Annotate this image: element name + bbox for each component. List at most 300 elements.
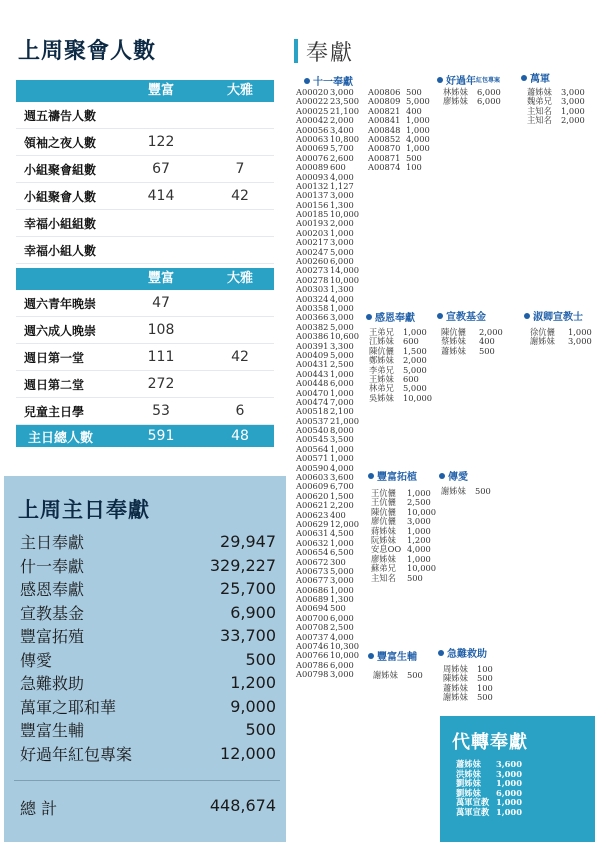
donor-name: A00382 xyxy=(296,321,329,332)
donor-name: A00366 xyxy=(296,312,329,323)
donor-name: A00870 xyxy=(368,143,401,154)
donor-name: A00564 xyxy=(296,443,329,454)
tithe-entry xyxy=(296,670,359,679)
donation-amount: 500 xyxy=(477,692,493,703)
donor-name: 主知名 xyxy=(527,105,552,116)
table-row xyxy=(16,183,274,210)
donation-amount: 6,000 xyxy=(330,659,354,670)
donor-name: A00874 xyxy=(368,162,401,173)
donor-name: 蕭姊妹 xyxy=(527,87,552,97)
donor-name: 謝姊妹 xyxy=(373,670,398,680)
donation-amount: 600 xyxy=(403,373,419,384)
donation-amount: 2,000 xyxy=(561,115,585,126)
col-header-daya: 大雅 xyxy=(226,83,253,98)
section-heading-missionary: 淑卿宣教士 xyxy=(524,308,583,323)
donor-name: A00386 xyxy=(296,331,329,342)
donor-name: 阮姊妹 xyxy=(371,534,396,545)
donation-amount: 1,000 xyxy=(330,537,354,548)
donor-name: 謝姊妹 xyxy=(530,336,555,347)
donation-amount: 3,000 xyxy=(496,768,522,779)
donation-amount: 4,000 xyxy=(407,544,431,555)
donation-amount: 1,000 xyxy=(403,327,427,337)
donor-name: 蔣姊妹 xyxy=(371,525,396,536)
donation-amount: 1,000 xyxy=(330,453,354,464)
donor-name: 萬軍宣教 xyxy=(456,797,490,808)
donation-amount: 10,600 xyxy=(330,331,360,342)
donor-name: A00025 xyxy=(296,105,329,116)
table-header xyxy=(16,268,274,290)
donor-name: A00700 xyxy=(296,612,329,623)
summary-row xyxy=(20,601,276,625)
donation-amount: 3,600 xyxy=(496,759,522,769)
donor-name: A00545 xyxy=(296,434,329,445)
donation-amount: 21,100 xyxy=(330,105,360,116)
donation-amount: 400 xyxy=(406,105,422,116)
donation-amount: 6,700 xyxy=(330,481,354,492)
donation-amount: 6,000 xyxy=(496,787,522,798)
summary-value: 329,227 xyxy=(209,555,276,575)
donation-amount: 1,000 xyxy=(561,105,585,116)
row-label: 兒童主日學 xyxy=(24,404,85,419)
donation-amount: 5,000 xyxy=(403,364,427,375)
bullet-icon xyxy=(437,313,443,319)
donor-name: A00821 xyxy=(368,105,401,116)
summary-label: 豐富拓殖 xyxy=(20,627,85,647)
donation-amount: 6,500 xyxy=(330,547,354,558)
donation-amount: 2,500 xyxy=(330,359,354,370)
donation-amount: 1,000 xyxy=(330,368,354,379)
pioneer-list xyxy=(371,489,436,583)
donation-amount: 3,000 xyxy=(330,190,354,201)
donation-amount: 500 xyxy=(406,152,422,163)
donor-name: A00654 xyxy=(296,547,329,558)
donor-name: A00448 xyxy=(296,378,329,389)
donation-amount: 12,000 xyxy=(330,518,360,529)
donation-amount: 100 xyxy=(406,162,422,173)
donation-amount: 4,500 xyxy=(330,528,354,539)
donor-name: A00632 xyxy=(296,537,329,548)
donor-name: 陳伉儷 xyxy=(441,327,466,337)
donation-amount: 3,400 xyxy=(330,124,354,135)
donor-name: 廖姊妹 xyxy=(443,96,468,107)
donor-name: A00358 xyxy=(296,302,329,313)
row-value-fengfu: 47 xyxy=(152,295,170,311)
donation-entry xyxy=(443,97,501,106)
row-label: 週日第一堂 xyxy=(24,350,85,365)
donation-amount: 3,000 xyxy=(330,575,354,586)
summary-total-row xyxy=(20,796,276,819)
donor-name: 王伉儷 xyxy=(371,488,396,498)
row-value-fengfu: 272 xyxy=(147,376,175,392)
donation-amount: 3,000 xyxy=(568,336,592,347)
donation-amount: 4,000 xyxy=(406,133,430,144)
row-label: 小組聚會組數 xyxy=(24,162,97,177)
donor-name: 林弟兄 xyxy=(369,383,394,394)
row-value-fengfu: 122 xyxy=(147,134,175,150)
donation-amount: 10,000 xyxy=(407,563,437,574)
donation-amount: 10,000 xyxy=(330,650,360,661)
donor-name: A00089 xyxy=(296,162,329,173)
donor-name: 蕭姊妹 xyxy=(456,759,481,769)
donation-amount: 3,000 xyxy=(561,96,585,107)
summary-row xyxy=(20,530,276,554)
row-label: 週五禱告人數 xyxy=(24,108,97,123)
donation-amount: 2,600 xyxy=(330,152,354,163)
donation-amount: 14,000 xyxy=(330,265,360,276)
summary-value: 33,700 xyxy=(220,626,276,646)
summary-label: 主日奉獻 xyxy=(20,533,85,553)
bullet-icon xyxy=(439,473,445,479)
donor-name: 劉姊妹 xyxy=(456,787,481,798)
donor-name: A00609 xyxy=(296,481,329,492)
tithe-list-col1 xyxy=(296,88,359,680)
donation-amount: 7,000 xyxy=(330,396,354,407)
summary-value: 12,000 xyxy=(220,743,276,763)
donation-amount: 1,000 xyxy=(330,443,354,454)
donor-name: A00156 xyxy=(296,199,329,210)
row-value-daya: 42 xyxy=(231,188,249,204)
donation-entry xyxy=(530,337,592,346)
donor-name: A00590 xyxy=(296,462,329,473)
donor-name: A00193 xyxy=(296,218,329,229)
donation-amount: 5,000 xyxy=(406,96,430,107)
donation-amount: 10,000 xyxy=(330,209,360,220)
bullet-icon xyxy=(524,313,530,319)
donation-amount: 1,000 xyxy=(330,387,354,398)
transfer-entry xyxy=(456,808,522,818)
donor-name: A00137 xyxy=(296,190,329,201)
donation-amount: 6,000 xyxy=(330,256,354,267)
donation-amount: 1,000 xyxy=(406,124,430,135)
summary-row xyxy=(20,648,276,672)
newyear-list xyxy=(443,88,501,107)
row-label: 週日第二堂 xyxy=(24,377,85,392)
donation-amount: 1,000 xyxy=(330,584,354,595)
donation-amount: 4,000 xyxy=(330,462,354,473)
summary-divider xyxy=(14,780,280,781)
donor-name: A00537 xyxy=(296,415,329,426)
donor-name: A00185 xyxy=(296,209,329,220)
summary-value: 6,900 xyxy=(230,602,276,622)
donor-name: A00203 xyxy=(296,227,329,238)
summary-title: 上周主日奉獻 xyxy=(18,498,150,522)
donor-name: A00042 xyxy=(296,115,329,126)
donor-name: 陳姊妹 xyxy=(443,673,468,684)
table-row xyxy=(16,398,274,425)
donor-name: A00629 xyxy=(296,518,329,529)
donation-amount: 21,000 xyxy=(330,415,360,426)
tithe-entry xyxy=(368,163,430,172)
donation-amount: 2,100 xyxy=(330,406,354,417)
donor-name: 王姊妹 xyxy=(369,373,394,384)
col-header-fengfu: 豐富 xyxy=(147,83,174,98)
donor-name: A00766 xyxy=(296,650,329,661)
donor-name: A00708 xyxy=(296,622,329,633)
summary-label: 傳愛 xyxy=(20,650,53,670)
summary-label: 什一奉獻 xyxy=(20,556,85,576)
donation-amount: 400 xyxy=(479,336,495,347)
section-heading-care: 豐富生輔 xyxy=(368,648,417,663)
summary-label: 感恩奉獻 xyxy=(20,580,85,600)
donor-name: A00686 xyxy=(296,584,329,595)
donation-amount: 1,127 xyxy=(330,180,354,191)
row-value-fengfu: 111 xyxy=(147,349,175,365)
donor-name: A00076 xyxy=(296,152,329,163)
title-accent-bar xyxy=(294,39,298,63)
transfer-offering-panel xyxy=(440,716,595,842)
summary-label: 豐富生輔 xyxy=(20,721,85,741)
donor-name: A00093 xyxy=(296,171,329,182)
section-heading-mission: 宣教基金 xyxy=(437,308,486,323)
section-heading-relief: 急難救助 xyxy=(438,645,487,660)
donor-name: A00474 xyxy=(296,396,329,407)
donor-name: A00391 xyxy=(296,340,329,351)
row-label: 領袖之夜人數 xyxy=(24,135,97,150)
donation-amount: 1,500 xyxy=(403,345,427,356)
donation-amount: 1,000 xyxy=(496,778,522,789)
donor-name: A00056 xyxy=(296,124,329,135)
donor-name: A00623 xyxy=(296,509,329,520)
bullet-icon xyxy=(304,78,310,84)
donor-name: A00737 xyxy=(296,631,329,642)
donor-name: 王伉儷 xyxy=(371,497,396,508)
mission-list xyxy=(441,328,503,356)
table-row xyxy=(16,129,274,156)
table-row xyxy=(16,156,274,183)
donation-amount: 1,000 xyxy=(407,488,431,498)
donation-amount: 1,000 xyxy=(407,525,431,536)
donation-amount: 5,000 xyxy=(330,321,354,332)
total-row xyxy=(16,425,274,447)
donation-amount: 1,000 xyxy=(330,227,354,238)
row-label: 週六青年晚崇 xyxy=(24,296,97,311)
table-row xyxy=(16,317,274,344)
col-header-daya: 大雅 xyxy=(226,271,253,286)
donor-name: A00273 xyxy=(296,265,329,276)
donor-name: A00673 xyxy=(296,565,329,576)
offering-title: 奉獻 xyxy=(306,41,355,66)
summary-row xyxy=(20,671,276,695)
donor-name: A00217 xyxy=(296,237,329,248)
summary-total-value: 448,674 xyxy=(209,796,276,815)
donor-name: A00852 xyxy=(368,133,401,144)
donation-entry xyxy=(373,671,423,680)
section-heading-newyear: 好過年 紅包專案 xyxy=(437,72,500,87)
donor-name: 陳伉儷 xyxy=(369,345,394,356)
summary-value: 9,000 xyxy=(230,696,276,716)
row-label: 幸福小組人數 xyxy=(24,243,97,258)
donor-name: 江姊妹 xyxy=(369,336,394,347)
donor-name: A00848 xyxy=(368,124,401,135)
donor-name: A00841 xyxy=(368,115,401,126)
section-heading-thanks: 感恩奉獻 xyxy=(366,309,415,324)
donation-amount: 8,000 xyxy=(330,425,354,436)
table-row xyxy=(16,290,274,317)
donor-name: A00620 xyxy=(296,490,329,501)
bullet-icon xyxy=(368,653,374,659)
donor-name: A00470 xyxy=(296,387,329,398)
summary-row xyxy=(20,554,276,578)
donation-entry xyxy=(443,693,493,702)
donation-amount: 3,000 xyxy=(330,669,354,680)
donor-name: A00677 xyxy=(296,575,329,586)
donor-name: A00672 xyxy=(296,556,329,567)
donor-name: 蔡姊妹 xyxy=(441,336,466,347)
summary-row xyxy=(20,718,276,742)
donation-entry xyxy=(527,116,585,125)
donation-amount: 6,000 xyxy=(330,612,354,623)
table-header xyxy=(16,80,274,102)
donor-name: 劉姊妹 xyxy=(456,778,481,789)
donor-name: A00063 xyxy=(296,133,329,144)
row-value-fengfu: 414 xyxy=(147,188,175,204)
donor-name: 李弟兄 xyxy=(369,364,394,375)
donation-amount: 4,000 xyxy=(330,171,354,182)
donor-name: A00324 xyxy=(296,293,329,304)
donor-name: 王弟兄 xyxy=(369,327,394,337)
summary-row xyxy=(20,742,276,766)
donor-name: A00631 xyxy=(296,528,329,539)
donation-amount: 2,200 xyxy=(330,500,354,511)
row-label: 週六成人晚崇 xyxy=(24,323,97,338)
transfer-list xyxy=(456,760,522,818)
donor-name: A00798 xyxy=(296,669,329,680)
donor-name: A00621 xyxy=(296,500,329,511)
donation-amount: 5,000 xyxy=(330,565,354,576)
donation-amount: 4,000 xyxy=(330,631,354,642)
total-label: 主日總人數 xyxy=(28,430,94,446)
donor-name: A00278 xyxy=(296,274,329,285)
donation-amount: 3,000 xyxy=(330,87,354,97)
donation-amount: 1,000 xyxy=(496,797,522,808)
donation-entry xyxy=(371,574,436,583)
donor-name: 蕭姊妹 xyxy=(441,345,466,356)
missionary-list xyxy=(530,328,592,347)
donor-name: 鄭姊妹 xyxy=(369,355,394,366)
donor-name: 魏弟兄 xyxy=(527,96,552,107)
donation-amount: 3,500 xyxy=(330,434,354,445)
summary-label: 萬軍之耶和華 xyxy=(20,697,117,717)
attendance-title: 上周聚會人數 xyxy=(18,39,157,64)
section-heading-love: 傳愛 xyxy=(439,468,468,483)
donation-amount: 10,800 xyxy=(330,133,360,144)
tithe-list-col2 xyxy=(368,88,430,173)
total-daya: 48 xyxy=(231,428,249,444)
donation-amount: 1,000 xyxy=(330,302,354,313)
donation-amount: 10,000 xyxy=(407,506,437,517)
donor-name: 陳伉儷 xyxy=(371,506,396,517)
donation-amount: 100 xyxy=(477,664,493,674)
donor-name: A00540 xyxy=(296,425,329,436)
row-value-daya: 6 xyxy=(235,403,245,419)
donor-name: A00571 xyxy=(296,453,329,464)
donor-name: 安息OO xyxy=(371,544,402,555)
donation-amount: 3,000 xyxy=(407,516,431,527)
donation-amount: 5,700 xyxy=(330,143,354,154)
donation-amount: 1,000 xyxy=(406,143,430,154)
donation-amount: 1,000 xyxy=(406,115,430,126)
donation-amount: 3,300 xyxy=(330,340,354,351)
row-value-fengfu: 108 xyxy=(147,322,175,338)
donor-name: 蕭姊妹 xyxy=(443,682,468,693)
donor-name: 蘇弟兄 xyxy=(371,563,396,574)
donor-name: A00022 xyxy=(296,96,329,107)
donation-amount: 100 xyxy=(477,682,493,693)
table-row xyxy=(16,371,274,398)
donor-name: A00603 xyxy=(296,472,329,483)
donor-name: 吳姊妹 xyxy=(369,392,394,403)
attendance-table-services xyxy=(16,268,274,447)
donation-amount: 300 xyxy=(330,556,346,567)
row-value-fengfu: 67 xyxy=(152,161,170,177)
donation-amount: 1,000 xyxy=(407,553,431,564)
donation-amount: 1,000 xyxy=(496,806,522,817)
donor-name: A00409 xyxy=(296,349,329,360)
donation-amount: 1,000 xyxy=(568,327,592,337)
donation-amount: 5,000 xyxy=(330,349,354,360)
relief-list xyxy=(443,665,493,703)
donation-amount: 2,500 xyxy=(407,497,431,508)
donation-amount: 500 xyxy=(406,87,422,97)
donor-name: A00247 xyxy=(296,246,329,257)
donor-name: 徐伉儷 xyxy=(530,327,555,337)
summary-row xyxy=(20,624,276,648)
donation-amount: 500 xyxy=(330,603,346,614)
table-row xyxy=(16,237,274,264)
table-row xyxy=(16,102,274,129)
donation-amount: 1,300 xyxy=(330,199,354,210)
row-label: 小組聚會人數 xyxy=(24,189,97,204)
donation-amount: 2,000 xyxy=(403,355,427,366)
donor-name: A00689 xyxy=(296,594,329,605)
donor-name: A00260 xyxy=(296,256,329,267)
donor-name: 林姊妹 xyxy=(443,87,468,97)
row-value-daya: 42 xyxy=(231,349,249,365)
row-value-daya: 7 xyxy=(235,161,245,177)
donation-amount: 1,500 xyxy=(330,490,354,501)
summary-row xyxy=(20,695,276,719)
summary-value: 1,200 xyxy=(230,673,276,693)
donor-name: 主知名 xyxy=(371,572,396,583)
donation-amount: 500 xyxy=(407,572,423,583)
donor-name: A00443 xyxy=(296,368,329,379)
donation-amount: 2,000 xyxy=(330,115,354,126)
summary-value: 29,947 xyxy=(220,532,276,552)
donation-amount: 2,000 xyxy=(479,327,503,337)
summary-row xyxy=(20,577,276,601)
row-value-fengfu: 53 xyxy=(152,403,170,419)
summary-label: 急難救助 xyxy=(20,674,85,694)
donation-amount: 500 xyxy=(477,673,493,684)
donor-name: A00694 xyxy=(296,603,329,614)
donation-amount: 2,000 xyxy=(330,218,354,229)
donation-amount: 3,000 xyxy=(561,87,585,97)
summary-label: 好過年紅包專案 xyxy=(20,744,133,764)
bullet-icon xyxy=(438,650,444,656)
donor-name: 廖姊妹 xyxy=(371,553,396,564)
donation-amount: 500 xyxy=(475,486,491,496)
donor-name: A00871 xyxy=(368,152,401,163)
donation-amount: 1,300 xyxy=(330,594,354,605)
donor-name: 周姊妹 xyxy=(443,664,468,674)
donor-name: A00431 xyxy=(296,359,329,370)
love-list xyxy=(441,487,491,496)
donation-amount: 600 xyxy=(403,336,419,347)
row-label: 幸福小組組數 xyxy=(24,216,97,231)
summary-value: 500 xyxy=(245,649,276,669)
donor-name: 謝姊妹 xyxy=(441,486,466,496)
donation-amount: 10,300 xyxy=(330,641,360,652)
